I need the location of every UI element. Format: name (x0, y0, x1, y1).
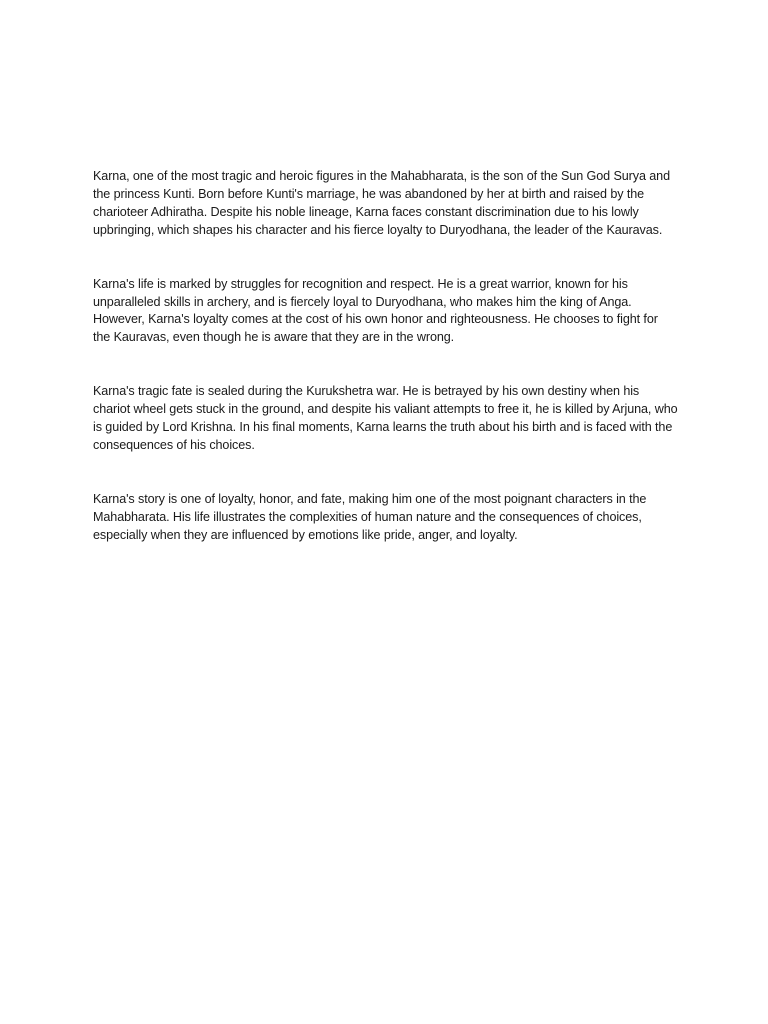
paragraph-karna-fate: Karna's tragic fate is sealed during the Kurukshetra war. He is betrayed by his own destiny when his chariot wheel gets stuck in the ground, and despite his valiant attempts to free it, he is killed by Arjuna, who is guided by Lord Krishna. In his final moments, Karna learns the truth about his birth and is faced with the consequences of his choices. (93, 384, 678, 452)
paragraph-karna-legacy: Karna's story is one of loyalty, honor, and fate, making him one of the most poignant characters in the Mahabharata. His life illustrates the complexities of human nature and the consequences of choices, especially when they are influenced by emotions like pride, anger, and loyalty. (93, 491, 647, 542)
paragraph-karna-origins: Karna, one of the most tragic and heroic figures in the Mahabharata, is the son of the Sun God Surya and the princess Kunti. Born before Kunti's marriage, he was abandoned by her at birth and raised by the charioteer Adhiratha. Despite his noble lineage, Karna faces constant discrimination due to his lowly upbringing, which shapes his character and his fierce loyalty to Duryodhana, the leader of the Kauravas. (93, 169, 670, 237)
document-body (93, 168, 678, 581)
paragraph-karna-loyalty: Karna's life is marked by struggles for recognition and respect. He is a great warrior, known for his unparalleled skills in archery, and is fiercely loyal to Duryodhana, who makes him the king of Anga. However, Karna's loyalty comes at the cost of his own honor and righteousness. He chooses to fight for the Kauravas, even though he is aware that they are in the wrong. (93, 276, 658, 345)
